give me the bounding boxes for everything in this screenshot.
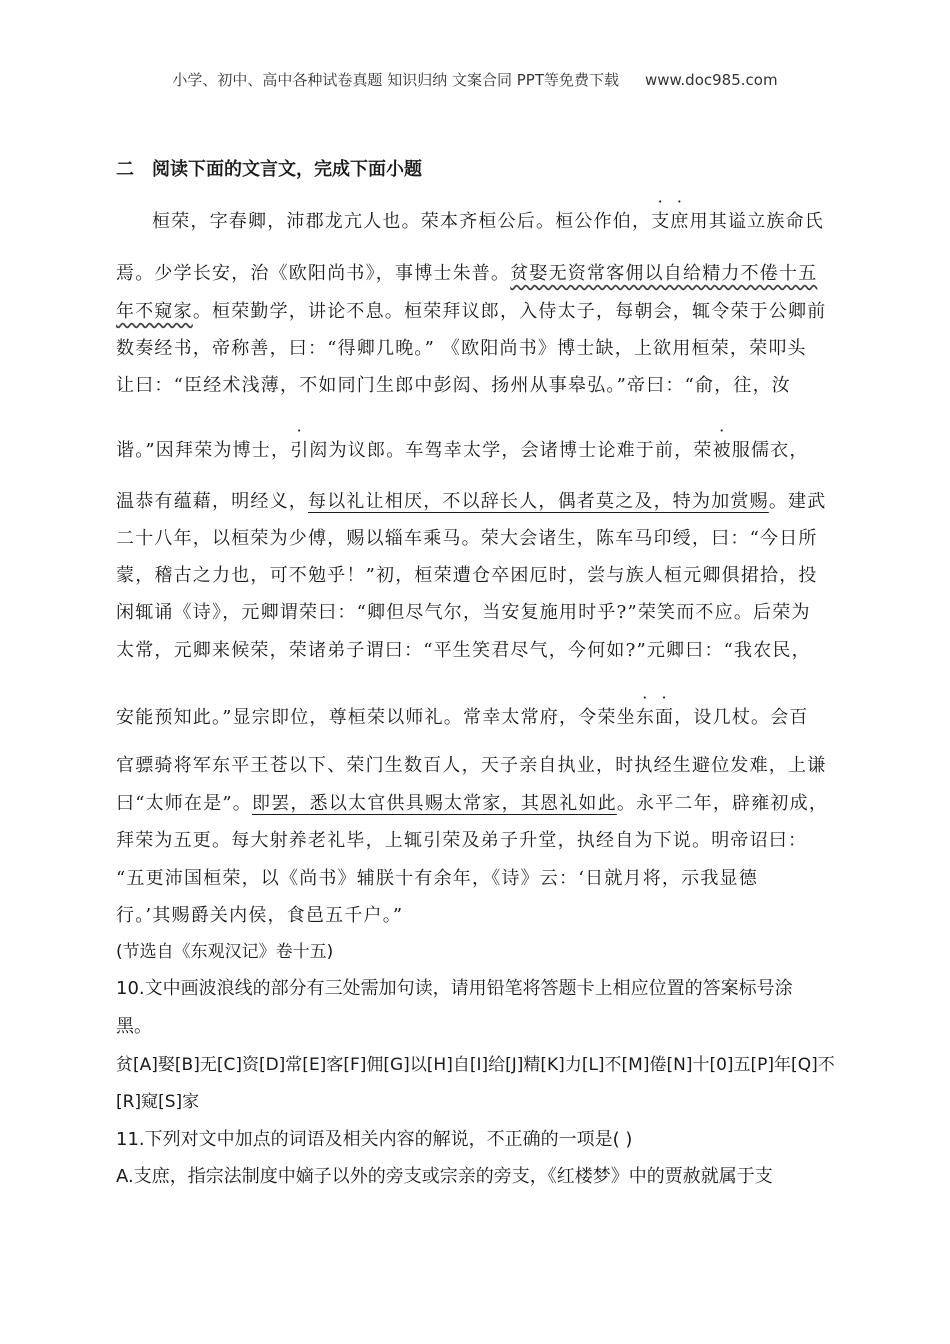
passage-line: 二十八年，以桓荣为少傅，赐以辎车乘马。荣大会诸生，陈车马印绶，曰：“今日所	[116, 528, 818, 549]
text-run: 谐。”因拜荣为博士，	[116, 440, 291, 461]
passage-line: 行。’其赐爵关内侯，食邑五千户。”	[116, 905, 404, 926]
text-run: ，设几杖。会百	[674, 707, 809, 728]
passage-line: “五更沛国桓荣，以《尚书》辅朕十有余年，《诗》云：‘日就月将，示我显德	[116, 868, 758, 889]
passage-line: 闲辄诵《诗》，元卿谓荣曰：“卿但尽气尔，当安复施用时乎?”荣笑而不应。后荣为	[116, 602, 811, 623]
question-10-text: 黑。	[116, 1016, 152, 1037]
dotted-word: 面	[655, 707, 675, 728]
text-run: 闳为议郎。车驾幸太学，会诸博士论难于前，荣	[309, 440, 713, 461]
passage-line	[116, 436, 809, 462]
question-10-answer-options: [R]窥[S]家	[116, 1092, 200, 1112]
question-10-text: 10.文中画波浪线的部分有三处需加句读，请用铅笔将答题卡上相应位置的答案标号涂	[116, 978, 793, 999]
dotted-word: 支	[651, 211, 671, 232]
text-run: 温恭有蕴藉，明经义，	[116, 491, 308, 512]
text-run: 服儒衣，	[731, 440, 809, 461]
section-number: 二	[116, 159, 134, 180]
passage-line	[152, 207, 824, 233]
passage-line	[116, 487, 826, 513]
text-run: 焉。少学长安，治《欧阳尚书》，事博士朱普。	[116, 263, 511, 284]
passage-line	[116, 703, 809, 729]
question-10-answer-options: 贫[A]娶[B]无[C]资[D]常[E]客[F]佣[G]以[H]自[I]给[J]精[K]力[L]不[M]倦[N]十[0]五[P]年[Q]不	[116, 1055, 835, 1075]
text-run: 用其谥立族命氏	[689, 211, 825, 232]
dotted-word: 被	[712, 440, 732, 461]
text-run: 安能预知此。”显宗即位，尊桓荣以师礼。常幸太常府，令荣坐	[116, 707, 636, 728]
passage-line: 蒙，稽古之力也，可不勉乎！”初，桓荣遭仓卒困厄时，尝与族人桓元卿俱捃拾，投	[116, 565, 818, 586]
passage-line: 让曰：“臣经术浅薄，不如同门生郎中彭闳、扬州从事皋弘。”帝曰：“俞，往，汝	[116, 375, 792, 396]
question-11-option-a: A.支庶，指宗法制度中嫡子以外的旁支或宗亲的旁支，《红楼梦》中的贾赦就属于支	[116, 1166, 773, 1187]
text-run: 曰“太师在是”。	[116, 793, 253, 814]
text-run: 桓荣，字春卿，沛郡龙亢人也。荣本齐桓公后。桓公作伯，	[152, 211, 652, 232]
dotted-word: 东	[635, 707, 656, 728]
header-site[interactable]: www.doc985.com	[644, 71, 778, 89]
passage-line	[116, 297, 826, 323]
text-run: 。永平二年，辟雍初成，	[616, 793, 829, 814]
passage-line: 官骠骑将军东平王苍以下、荣门生数百人，天子亲自执业，时执经生避位发难，上谦	[116, 755, 827, 776]
passage-line: 拜荣为五更。每大射养老礼毕，上辄引荣及弟子升堂，执经自为下说。明帝诏曰：	[116, 830, 808, 851]
wavy-underlined-text: 年不窥家	[116, 301, 193, 322]
dotted-word: 庶	[670, 211, 690, 232]
source-citation: (节选自《东观汉记》卷十五)	[116, 942, 334, 962]
section-title	[116, 155, 422, 181]
passage-line: 太常，元卿来候荣，荣诸弟子谓曰：“平生笑君尽气，今何如?”元卿曰：“我农民，	[116, 640, 811, 661]
page-header	[0, 69, 950, 90]
wavy-underlined-text: 贫娶无资常客佣以自给精力不倦十五	[510, 263, 818, 284]
passage-line: 数奏经书，帝称善，曰：“得卿几晚。” 《欧阳尚书》博士缺，上欲用桓荣，荣叩头	[116, 338, 807, 359]
dotted-word: 引	[290, 440, 310, 461]
section-heading: 阅读下面的文言文，完成下面小题	[152, 159, 422, 180]
text-run: 。建武	[768, 491, 827, 512]
header-text: 小学、初中、高中各种试卷真题 知识归纳 文案合同 PPT等免费下载	[172, 71, 619, 89]
passage-line	[116, 259, 817, 285]
text-run: 。桓荣勤学，讲论不息。桓荣拜议郎，入侍太子，每朝会，辄令荣于公卿前	[192, 301, 827, 322]
underlined-text: 即罢，悉以太官供具赐太常家，其恩礼如此	[252, 793, 617, 814]
passage-line	[116, 789, 828, 815]
underlined-text: 每以礼让相厌，不以辞长人，偶者莫之及，特为加赏赐	[308, 491, 769, 512]
question-11-text: 11.下列对文中加点的词语及相关内容的解说，不正确的一项是( )	[116, 1129, 633, 1150]
